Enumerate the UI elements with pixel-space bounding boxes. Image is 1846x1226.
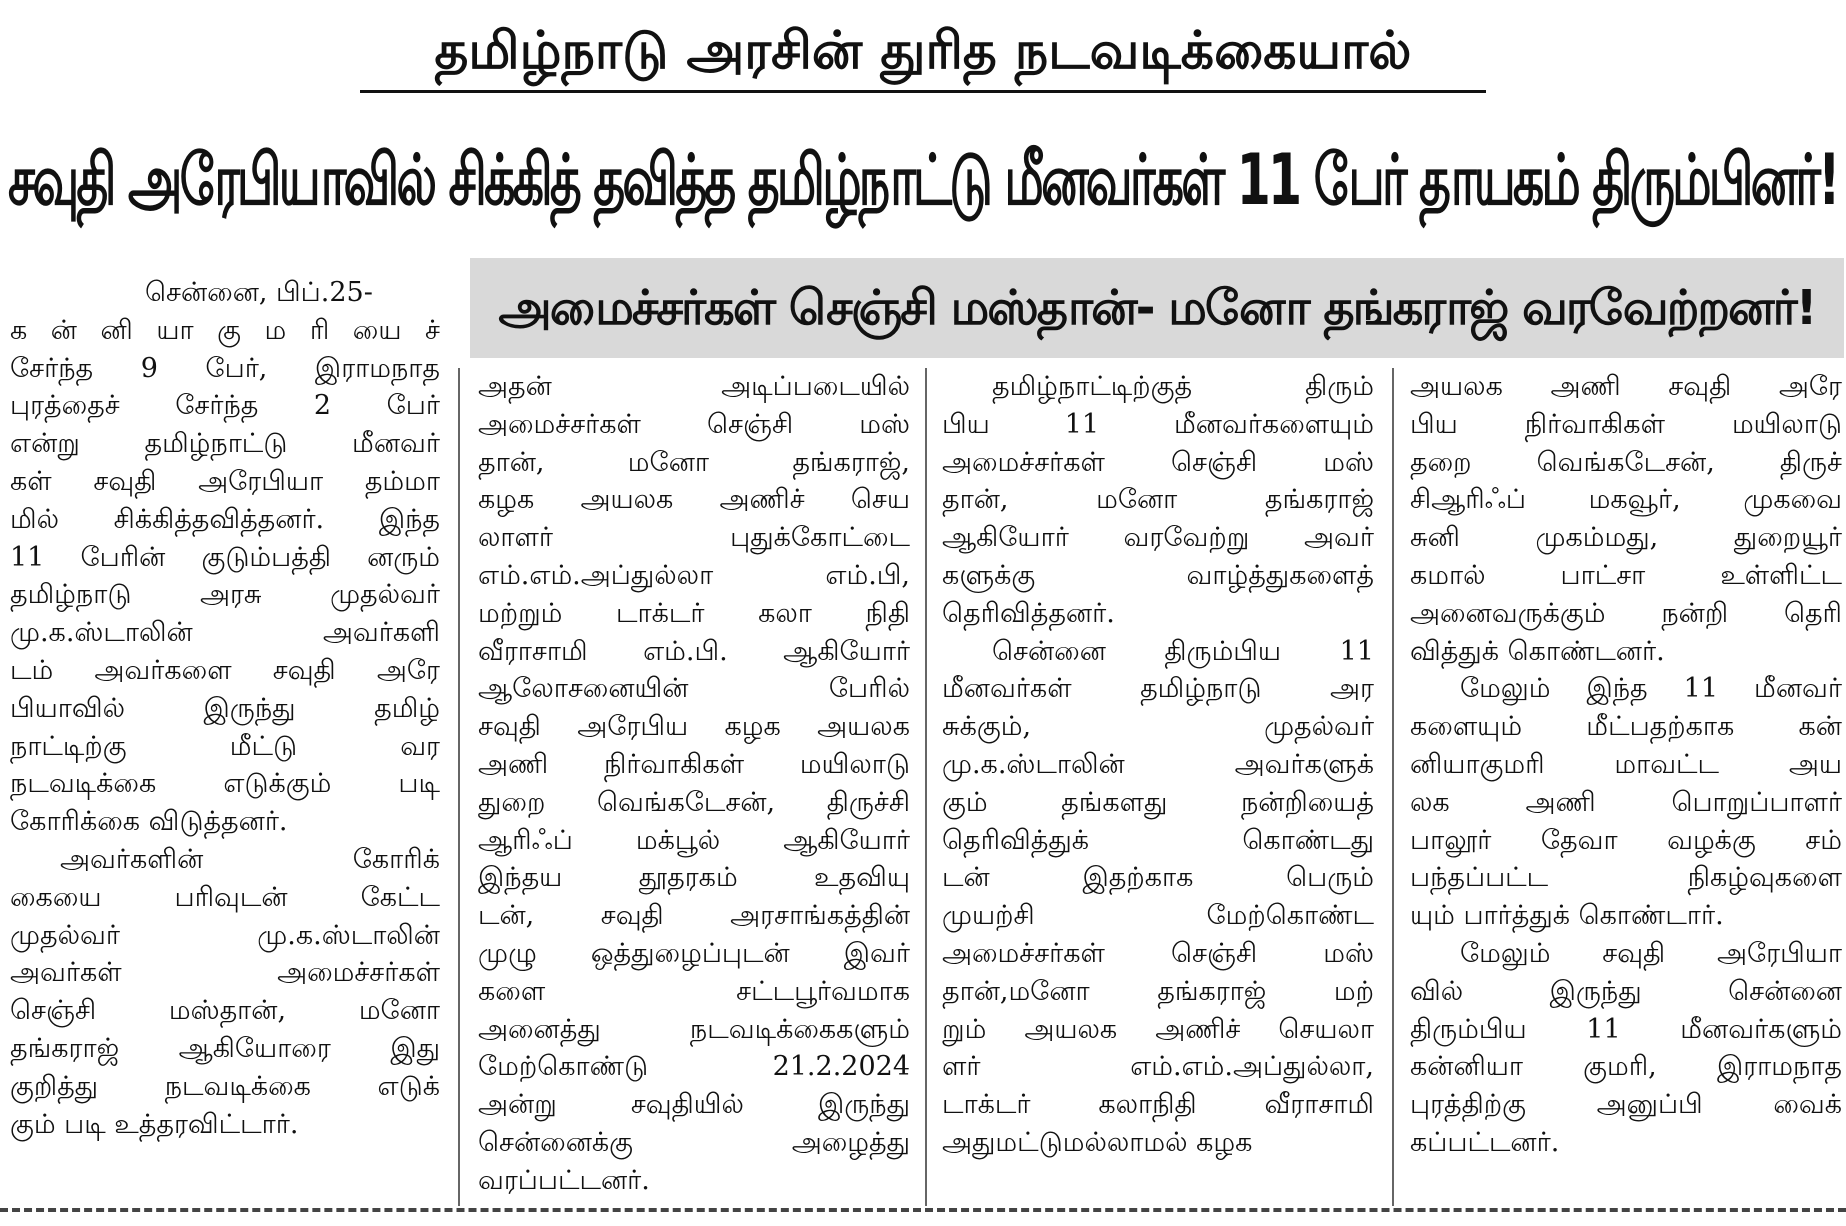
article-line: எம்.எம்.அப்துல்லா எம்.பி, [478,559,910,591]
article-line: நாட்டிற்கு மீட்டு வர [10,730,440,762]
article-line: அயலக அணி சவுதி அரே [1410,371,1842,402]
article-line: மேலும் சவுதி அரேபியா [1460,937,1842,969]
article-line: புரத்தைச் சேர்ந்த 2 பேர் [10,390,440,422]
article-line: மேலும் இந்த 11 மீனவர் [1460,673,1842,705]
article-line: அதன் அடிப்படையில் [478,371,910,402]
article-line: னியாகுமரி மாவட்ட அய [1410,748,1842,780]
article-line: க ன் னி யா கு ம ரி யை ச் [10,314,440,346]
article-line: பிய நிர்வாகிகள் மயிலாடு [1410,408,1842,440]
article-line: சேர்ந்த 9 பேர், இராமநாத [10,352,440,384]
article-line: அமைச்சர்கள் செஞ்சி மஸ் [942,937,1374,969]
article-line: சென்னைக்கு அழைத்து [478,1126,910,1158]
column-divider [458,368,460,1206]
article-line: தமிழ்நாடு அரசு முதல்வர் [10,579,440,611]
article-line: லக அணி பொறுப்பாளர் [1410,786,1842,818]
article-line: தான், மனோ தங்கராஜ், [478,446,910,478]
article-line: வித்துக் கொண்டனர். [1410,635,1665,667]
article-line: என்று தமிழ்நாட்டு மீனவர் [10,428,440,460]
article-line: அமைச்சர்கள் செஞ்சி மஸ் [478,408,910,440]
article-line: மில் சிக்கித்தவித்தனர். இந்த [10,503,440,535]
column-divider [1392,368,1394,1206]
article-line: அணி நிர்வாகிகள் மயிலாடு [478,748,910,780]
article-line: முதல்வர் மு.க.ஸ்டாலின் [10,919,440,951]
article-line: தறை வெங்கடேசன், திருச் [1410,446,1842,478]
article-line: றும் அயலக அணிச் செயலா [942,1013,1374,1045]
bottom-dashed-rule [0,1208,1846,1212]
article-line: லாளர் புதுக்கோட்டை [478,522,910,554]
article-line: வரப்பட்டனர். [478,1164,650,1196]
article-line: டம் அவர்களை சவுதி அரே [10,654,440,686]
article-line: கோரிக்கை விடுத்தனர். [10,806,288,838]
main-headline: சவுதி அரேபியாவில் சிக்கித் தவித்த தமிழ்நாட்டு மீனவர்கள் 11 பேர் தாயகம் திரும்பினர்! [8,139,1838,221]
article-line: தான், மனோ தங்கராஜ் [942,484,1374,516]
article-line: சவுதி அரேபிய கழக அயலக [478,711,910,743]
article-line: திரும்பிய 11 மீனவர்களும் [1410,1013,1842,1045]
article-line: டாக்டர் கலாநிதி வீராசாமி [942,1089,1374,1121]
article-line: சுனி முகம்மது, துறையூர் [1410,522,1842,554]
article-line: ஆகியோர் வரவேற்று அவர் [942,522,1374,554]
article-line: அவர்களின் கோரிக் [60,843,440,875]
article-line: 11 பேரின் குடும்பத்தி னரும் [10,541,440,573]
article-line: சிஆரிஃப் மகவூர், முகவை [1410,484,1842,516]
column-divider [925,368,927,1206]
article-line: களை சட்டபூர்வமாக [478,975,910,1007]
article-line: அவர்கள் அமைச்சர்கள் [10,957,440,989]
article-line: மேற்கொண்டு 21.2.2024 [478,1051,910,1083]
article-line: சென்னை, பிப்.25- [145,277,373,308]
article-line: களையும் மீட்பதற்காக கன் [1410,711,1842,743]
article-line: கப்பட்டனர். [1410,1126,1560,1158]
article-line: ஆரிஃப் மக்பூல் ஆகியோர் [478,824,910,856]
article-line: சென்னை திரும்பிய 11 [992,635,1374,667]
article-line: கன்னியா குமரி, இராமநாத [1410,1051,1842,1083]
article-line: தெரிவித்தனர். [942,597,1115,629]
article-column-2 [478,368,910,1200]
subhead-box [470,258,1844,358]
article-column-4 [1410,368,1842,1162]
article-line: தமிழ்நாட்டிற்குத் திரும் [992,371,1374,402]
article-line: டன், சவுதி அரசாங்கத்தின் [478,900,910,932]
article-line: தான்,மனோ தங்கராஜ் மற் [942,975,1374,1007]
article-line: பந்தப்பட்ட நிகழ்வுகளை [1410,862,1842,894]
article-line: ளர் எம்.எம்.அப்துல்லா, [942,1051,1374,1083]
article-line: களுக்கு வாழ்த்துகளைத் [942,559,1374,591]
article-line: சுக்கும், முதல்வர் [942,711,1374,743]
article-line: மு.க.ஸ்டாலின் அவர்களி [10,617,440,649]
article-line: அதுமட்டுமல்லாமல் கழக [942,1126,1253,1158]
article-line: வீராசாமி எம்.பி. ஆகியோர் [478,635,910,667]
article-line: கையை பரிவுடன் கேட்ட [10,881,440,913]
article-line: பியாவில் இருந்து தமிழ் [10,692,440,724]
article-line: செஞ்சி மஸ்தான், மனோ [10,995,440,1027]
article-line: யும் பார்த்துக் கொண்டார். [1410,900,1724,932]
article-line: கள் சவுதி அரேபியா தம்மா [10,465,440,497]
article-line: நடவடிக்கை எடுக்கும் படி [10,768,440,800]
article-line: மீனவர்கள் தமிழ்நாடு அர [942,673,1374,705]
article-line: அனைத்து நடவடிக்கைகளும் [478,1013,910,1045]
article-line: கமால் பாட்சா உள்ளிட்ட [1410,559,1842,591]
article-line: அனைவருக்கும் நன்றி தெரி [1410,597,1842,629]
article-line: பிய 11 மீனவர்களையும் [942,408,1374,440]
article-line: கும் தங்களது நன்றியைத் [942,786,1374,818]
article-line: மற்றும் டாக்டர் கலா நிதி [478,597,910,629]
article-column-1 [10,274,440,1143]
article-line: அமைச்சர்கள் செஞ்சி மஸ் [942,446,1374,478]
article-column-3 [942,368,1374,1162]
article-line: டன் இதற்காக பெரும் [942,862,1374,894]
article-line: வில் இருந்து சென்னை [1410,975,1842,1007]
article-line: தெரிவித்துக் கொண்டது [942,824,1374,856]
article-line: கும் படி உத்தரவிட்டார். [10,1108,299,1140]
article-line: மு.க.ஸ்டாலின் அவர்களுக் [942,748,1374,780]
article-line: அன்று சவுதியில் இருந்து [478,1089,910,1121]
article-line: பாலூர் தேவா வழக்கு சம் [1410,824,1842,856]
article-line: முயற்சி மேற்கொண்ட [942,900,1374,932]
article-line: இந்தய தூதரகம் உதவியு [478,862,910,894]
article-line: ஆலோசனையின் பேரில் [478,673,910,705]
subheadline: அமைச்சர்கள் செஞ்சி மஸ்தான்- மனோ தங்கராஜ் வரவேற்றனர்! [498,280,1816,336]
kicker-headline: தமிழ்நாடு அரசின் துரித நடவடிக்கையால் [360,14,1486,93]
article-line: முழு ஒத்துழைப்புடன் இவர் [478,937,910,969]
article-line: கழக அயலக அணிச் செய [478,484,910,516]
article-line: தங்கராஜ் ஆகியோரை இது [10,1032,440,1064]
article-line: புரத்திற்கு அனுப்பி வைக் [1410,1089,1842,1121]
article-line: துறை வெங்கடேசன், திருச்சி [478,786,910,818]
article-line: குறித்து நடவடிக்கை எடுக் [10,1070,440,1102]
